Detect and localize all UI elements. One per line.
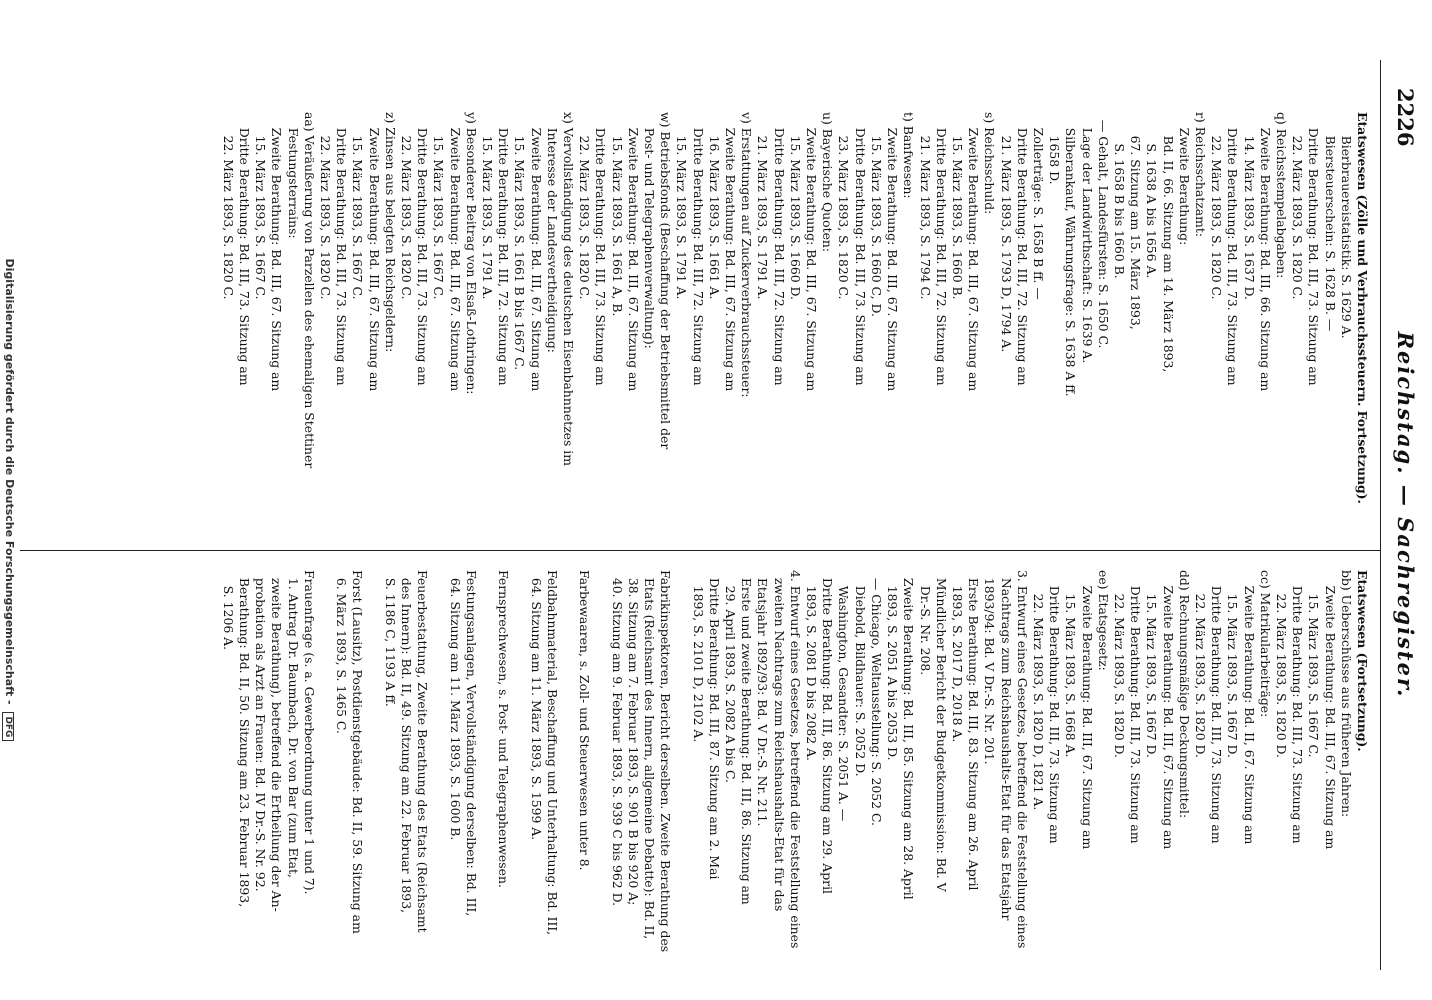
index-line: 16. März 1893, S. 1661 A. <box>706 112 722 300</box>
index-line: 15. März 1893, S. 1667 D. <box>1144 570 1160 758</box>
index-line: v) Erstattungen auf Zuckerverbrauchssteuer: <box>739 112 755 398</box>
index-line: Zweite Berathung: Bd. III, 67. Sitzung am <box>1322 570 1338 850</box>
index-line: 4. Entwurf eines Gesetzes, betreffend die Feststellung eines <box>787 570 803 949</box>
index-line: Festungsterrains: <box>285 112 301 239</box>
index-line: Farbewaaren, s. Zoll- und Steuerwesen unter 8. <box>577 570 593 871</box>
index-line: Dritte Berathung: Bd. III, 73. Sitzung am <box>1047 570 1063 844</box>
index-line: 14. März 1893, S. 1637 D. <box>1241 112 1257 300</box>
index-line: 15. März 1893, S. 1661 B bis 1667 C. <box>512 112 528 371</box>
index-line: Berathung: Bd. II, 50. Sitzung am 23. Februar 1893, <box>236 570 252 908</box>
index-line: x) Vervollständigung des deutschen Eisenbahnnetzes im <box>561 112 577 467</box>
index-line: Erste und zweite Berathung: Bd. III, 86. Sitzung am <box>739 570 755 905</box>
digitization-note: Digitalisierung gefördert durch die Deutsche Forschungsgemeinschaft - <box>3 258 16 705</box>
index-line: Dritte Berathung: Bd. III, 73. Sitzung am <box>852 112 868 386</box>
index-line: dd) Rechnungsmäßige Deckungsmittel: <box>1176 570 1192 819</box>
index-line: 1893, S. 2081 D bis 2082 A. <box>804 570 820 761</box>
index-line: 1893, S. 2101 D, 2102 A. <box>690 570 706 743</box>
index-line: w) Betriebsfonds (Beschaffung der Betriebsmittel der <box>658 112 674 450</box>
index-line: 21. März 1893, S. 1791 A. <box>755 112 771 300</box>
index-line: Biersteuerschein: S. 1628 B. — <box>1322 112 1338 332</box>
index-line: 15. März 1893, S. 1667 C. <box>350 112 366 300</box>
index-line: 15. März 1893, S. 1667 D. <box>1225 570 1241 758</box>
index-line: Zweite Berathung: Bd. III, 67. Sitzung am <box>366 112 382 392</box>
index-line: Dritte Berathung: Bd. III, 73. Sitzung am <box>1290 570 1306 844</box>
index-line: Zollerträge: S. 1658 B ff. — <box>1030 112 1046 300</box>
index-line: 67. Sitzung am 15. März 1893, <box>1128 112 1144 330</box>
index-line: Fabrikinspektoren, Bericht derselben. Zweite Berathung des <box>658 570 674 953</box>
index-line: Festungsanlagen, Vervollständigung derselben: Bd. III, <box>463 570 479 917</box>
header-rule <box>1380 60 1381 970</box>
index-line: Zweite Berathung: Bd. III, 67. Sitzung am <box>528 112 544 392</box>
index-line: Nachtrags zum Reichshaushalts-Etat für das Etatsjahr <box>998 570 1014 921</box>
index-line: Dritte Berathung: Bd. III, 73. Sitzung am <box>1128 570 1144 844</box>
index-line: Etats (Reichsamt des Innern, allgemeine Debatte): Bd. II, <box>642 570 658 940</box>
index-line: Feuerbestattung, Zweite Berathung des Etats (Reichsamt <box>415 570 431 933</box>
index-line: 22. März 1893, S. 1820 C. <box>1290 112 1306 300</box>
index-line: 22. März 1893, S. 1820 C. <box>1209 112 1225 300</box>
index-line: Diebold, Bildhauer: S. 2052 D. <box>852 570 868 777</box>
index-line <box>317 570 333 990</box>
index-line: Forst (Lausitz), Postdienstgebäude: Bd. II, 59. Sitzung am <box>350 570 366 934</box>
index-line: 6. März 1893, S. 1465 C. <box>334 570 350 734</box>
index-line: 1893, S. 2017 D, 2018 A. <box>949 570 965 743</box>
right-column <box>60 570 1370 990</box>
index-line: 22. März 1893, S. 1820 D. <box>1192 570 1208 758</box>
index-line <box>479 570 495 990</box>
index-line: 15. März 1893, S. 1660 D. <box>787 112 803 300</box>
index-line: 22. März 1893, S. 1820 C. <box>399 112 415 300</box>
index-line: Dritte Berathung: Bd. III, 73. Sitzung am <box>1306 112 1322 386</box>
index-line: Zweite Berathung: Bd. II, 67. Sitzung am <box>1241 570 1257 845</box>
index-line: 15. März 1893, S. 1661 A, B. <box>609 112 625 317</box>
index-line: 15. März 1893, S. 1660 B. <box>949 112 965 300</box>
index-line: 15. März 1893, S. 1660 C, D. <box>868 112 884 317</box>
index-line: — Chicago, Weltausstellung: S. 2052 C. <box>868 570 884 826</box>
column-divider <box>20 550 1380 551</box>
index-line: Dritte Berathung: Bd. III, 72. Sitzung am <box>690 112 706 386</box>
index-line: 64. Sitzung am 11. März 1893, S. 1599 A. <box>528 570 544 841</box>
index-line: Mündlicher Bericht der Budgetkommission: Bd. V <box>933 570 949 892</box>
index-line: Interesse der Landesvertheidigung: <box>544 112 560 353</box>
index-line: 3. Entwurf eines Gesetzes, betreffend die Feststellung eines <box>1014 570 1030 949</box>
index-line: Etatswesen (Zölle und Verbrauchssteuern. Fortsetzung). <box>1355 112 1370 504</box>
index-line: 15. März 1893, S. 1667 C. <box>1306 570 1322 758</box>
index-line: t) Banfwesen: <box>901 112 917 199</box>
running-title: Reichstag. — Sachregister. <box>1393 331 1418 699</box>
index-line: 21. März 1893, S. 1793 D, 1794 A. <box>998 112 1014 353</box>
index-line: probation als Arzt an Frauen: Bd. IV Dr.-S. Nr. 92. <box>253 570 269 892</box>
index-line: 22. März 1893, S. 1820 C. <box>577 112 593 300</box>
index-line: Etatswesen (Fortsetzung). <box>1355 570 1370 752</box>
index-line: zweite Berathung), betreffend die Ertheilung der An- <box>269 570 285 912</box>
index-line: Dritte Berathung: Bd. III, 73. Sitzung am <box>593 112 609 386</box>
index-line: Dritte Berathung: Bd. III, 73. Sitzung am <box>334 112 350 386</box>
index-line: Post- und Telegraphenverwaltung): <box>642 112 658 349</box>
index-line: Lage der Landwirthschaft: S. 1639 A. <box>1079 112 1095 364</box>
index-line: Dritte Berathung: Bd. III, 73. Sitzung am <box>1209 570 1225 844</box>
index-line <box>673 570 689 990</box>
index-line: Bd. II, 66. Sitzung am 14. März 1893, <box>1160 112 1176 373</box>
left-column <box>60 112 1370 532</box>
index-line: 22. März 1893, S. 1820 D, 1821 A. <box>1030 570 1046 811</box>
index-line: aa) Veräußerung von Parzellen des ehemaligen Stettiner <box>301 112 317 469</box>
index-line: Zweite Berathung: Bd. III, 67. Sitzung am <box>447 112 463 392</box>
index-line: 23. März 1893, S. 1820 C. <box>836 112 852 300</box>
index-line: Zweite Berathung: Bd. III, 67. Sitzung am <box>269 112 285 392</box>
index-line: Dritte Berathung: Bd. III, 72. Sitzung am <box>771 112 787 386</box>
index-line: des Innern): Bd. II, 49. Sitzung am 22. Februar 1893, <box>399 570 415 914</box>
index-line: Zweite Berathung: Bd. III, 67. Sitzung am <box>625 112 641 392</box>
index-line: Zweite Berathung: Bd. III, 67. Sitzung am <box>1160 570 1176 850</box>
dfg-logo: DFG <box>2 712 14 741</box>
index-line: Bierbrauereistatistik: S. 1629 A. <box>1338 112 1354 339</box>
index-line: S. 1206 A. <box>220 570 236 651</box>
index-line: 15. März 1893, S. 1791 A. <box>480 112 496 300</box>
index-line: 38. Sitzung am 7. Februar 1893, S. 901 B bis 920 A; <box>625 570 641 906</box>
index-line: S. 1638 A bis 1656 A. <box>1144 112 1160 279</box>
index-line: u) Bayerische Quoten: <box>820 112 836 253</box>
index-line: Dr.-S. Nr. 208. <box>917 570 933 676</box>
index-line: 15. März 1893, S. 1668 A. <box>1063 570 1079 758</box>
index-line: Silberankauf, Währungsfrage: S. 1638 A ff. <box>1063 112 1079 397</box>
index-line: Etatsjahr 1892/93: Bd. V Dr.-S. Nr. 211. <box>755 570 771 827</box>
index-line: Zweite Berathung: Bd. III, 85. Sitzung am 28. April <box>901 570 917 900</box>
index-line: 64. Sitzung am 11. März 1893, S. 1600 B. <box>447 570 463 841</box>
index-line: 22. März 1893, S. 1820 D. <box>1273 570 1289 758</box>
index-line: 15. März 1893, S. 1791 A. <box>674 112 690 300</box>
index-line: 29. April 1893, S. 2082 A bis C. <box>723 570 739 783</box>
index-line: Dritte Berathung: Bd. III, 73. Sitzung am <box>415 112 431 386</box>
index-line: Zweite Berathung: Bd. III, 67. Sitzung am <box>804 112 820 392</box>
index-line: zweiten Nachtrags zum Reichshaushalts-Etat für das <box>771 570 787 912</box>
index-line: r) Reichsschatzamt: <box>1192 112 1208 238</box>
index-line: 15. März 1893, S. 1667 C. <box>253 112 269 300</box>
index-line: Dritte Berathung: Bd. III, 86. Sitzung am 29. April <box>820 570 836 894</box>
index-line: 1893, S. 2051 A bis 2053 D. <box>885 570 901 761</box>
index-line: 22. März 1893, S. 1820 D. <box>1111 570 1127 758</box>
index-line: S. 1658 B bis 1660 B. <box>1111 112 1127 279</box>
index-line: Dritte Berathung: Bd. III, 87. Sitzung am 2. Mai <box>706 570 722 880</box>
index-line: Zweite Berathung: Bd. III, 67. Sitzung am <box>885 112 901 392</box>
index-line: cc) Matrikularbeiträge: <box>1257 570 1273 718</box>
index-line: Zweite Berathung: Bd. III, 67. Sitzung am <box>966 112 982 392</box>
index-line: z) Zinsen aus belegten Reichsgeldern: <box>382 112 398 353</box>
index-line: Dritte Berathung: Bd. III, 72. Sitzung am <box>933 112 949 386</box>
index-line: 1. Antrag Dr. Baumbach, Dr. von Bar (zum Etat, <box>285 570 301 878</box>
index-line: Dritte Berathung: Bd. III, 72. Sitzung am <box>496 112 512 386</box>
index-line: S. 1186 C, 1193 A ff. <box>382 570 398 707</box>
index-line: ee) Etatsgesetz: <box>1095 570 1111 671</box>
index-line: 1893/94: Bd. V Dr.-S. Nr. 201. <box>982 570 998 765</box>
index-line: 15. März 1893, S. 1667 C. <box>431 112 447 300</box>
page-header <box>1380 60 1424 970</box>
index-line: Washington, Gesandter: S. 2051 A. — <box>836 570 852 822</box>
index-line: 22. März 1893, S. 1820 C. <box>220 112 236 300</box>
index-line: q) Reichsstempelabgaben: <box>1273 112 1289 279</box>
index-line: Feldbahnmaterial, Beschaffung und Unterhaltung: Bd. III, <box>544 570 560 936</box>
index-line: 1658 D. <box>1047 112 1063 185</box>
index-line <box>560 570 576 990</box>
page-number: 2226 <box>1393 88 1418 147</box>
index-line: Dritte Berathung: Bd. III, 72. Sitzung am <box>1014 112 1030 386</box>
index-line: Zweite Berathung: <box>1176 112 1192 246</box>
index-line <box>511 570 527 990</box>
index-line: 21. März 1893, S. 1794 C. <box>917 112 933 300</box>
index-line: y) Besonderer Beitrag von Elsaß-Lothringen: <box>463 112 479 395</box>
index-line: — Gehalt, Landesfürsten: S. 1650 C. <box>1095 112 1111 349</box>
index-line: bb) Ueberschüsse aus früheren Jahren: <box>1338 570 1354 818</box>
index-line: Fernsprechwesen, s. Post- und Telegraphenwesen. <box>496 570 512 888</box>
index-line: 40. Sitzung am 9. Februar 1893, S. 939 C bis 962 D. <box>609 570 625 907</box>
index-line: Erste Berathung: Bd. III, 83. Sitzung am 26. April <box>966 570 982 891</box>
index-line: 22. März 1893, S. 1820 C. <box>318 112 333 300</box>
index-line: s) Reichsschuld: <box>982 112 998 215</box>
index-line: Dritte Berathung: Bd. III, 73. Sitzung am <box>1225 112 1241 386</box>
index-line <box>592 570 608 990</box>
index-line: Zweite Berathung: Bd. III, 66. Sitzung am <box>1257 112 1273 392</box>
index-line: Zweite Berathung: Bd. III, 67. Sitzung am <box>1079 570 1095 850</box>
index-line: Dritte Berathung: Bd. III, 73. Sitzung am <box>236 112 252 386</box>
index-line <box>365 570 381 990</box>
index-line: Zweite Berathung: Bd. III, 67. Sitzung am <box>723 112 739 392</box>
index-line <box>430 570 446 990</box>
index-line: Frauenfrage (s. a. Gewerbeordnung unter 1 und 7). <box>301 570 317 895</box>
digitization-footer <box>2 0 16 1000</box>
